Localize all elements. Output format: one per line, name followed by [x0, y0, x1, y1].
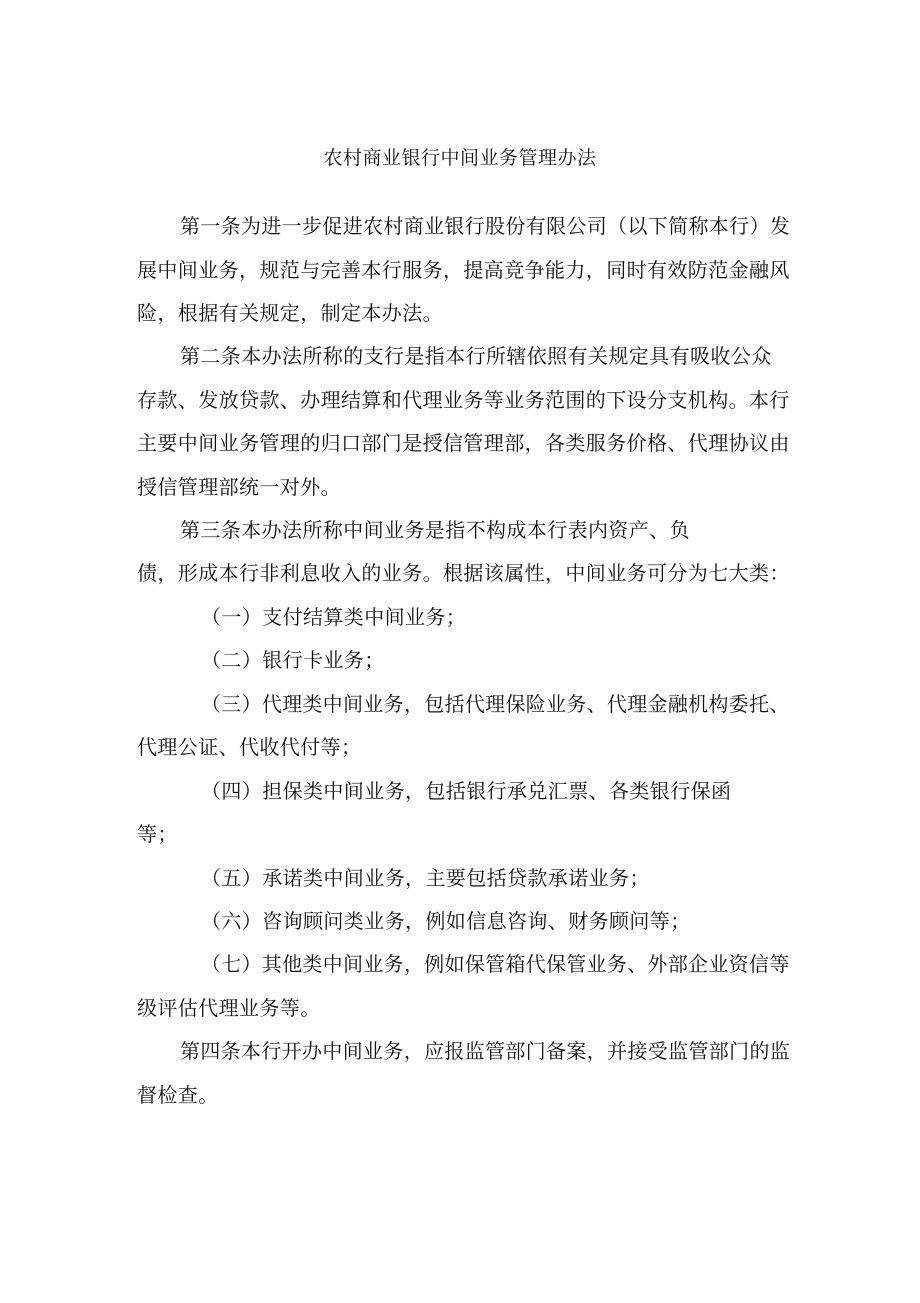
article-4-line-2: 督检查。 — [137, 1083, 219, 1107]
list-item-3-line-1: （三）代理类中间业务，包括代理保险业务、代理金融机构委托、 — [201, 692, 790, 716]
list-item-5: （五）承诺类中间业务，主要包括贷款承诺业务； — [201, 866, 650, 890]
list-item-4-line-1: （四）担保类中间业务，包括银行承兑汇票、各类银行保函 — [201, 779, 732, 803]
article-2-line-1: 第二条本办法所称的支行是指本行所辖依照有关规定具有吸收公众 — [180, 344, 772, 368]
article-1-line-2: 展中间业务，规范与完善本行服务，提高竞争能力，同时有效防范金融风 — [137, 258, 790, 282]
article-4-line-1: 第四条本行开办中间业务，应报监管部门备案，并接受监管部门的监 — [180, 1039, 791, 1063]
article-3-line-1: 第三条本办法所称中间业务是指不构成本行表内资产、负 — [180, 518, 690, 542]
list-item-7-line-2: 级评估代理业务等。 — [137, 996, 321, 1020]
list-item-6: （六）咨询顾问类业务，例如信息咨询、财务顾问等； — [201, 909, 691, 933]
article-3-line-2: 债，形成本行非利息收入的业务。根据该属性，中间业务可分为七大类： — [137, 561, 790, 585]
document-title: 农村商业银行中间业务管理办法 — [323, 147, 597, 169]
article-2-line-2: 存款、发放贷款、办理结算和代理业务等业务范围的下设分支机构。本行 — [137, 388, 790, 412]
article-1-line-3: 险，根据有关规定，制定本办法。 — [137, 301, 443, 325]
list-item-3-line-2: 代理公证、代收代付等； — [137, 735, 362, 759]
list-item-1: （一）支付结算类中间业务； — [201, 605, 467, 629]
article-2-line-3: 主要中间业务管理的归口部门是授信管理部，各类服务价格、代理协议由 — [137, 431, 790, 455]
list-item-2: （二）银行卡业务； — [201, 648, 385, 672]
article-2-line-4: 授信管理部统一对外。 — [137, 475, 341, 499]
list-item-4-line-2: 等； — [137, 822, 178, 846]
article-1-line-1: 第一条为进一步促进农村商业银行股份有限公司（以下简称本行）发 — [180, 214, 791, 238]
list-item-7-line-1: （七）其他类中间业务，例如保管箱代保管业务、外部企业资信等 — [201, 952, 790, 976]
